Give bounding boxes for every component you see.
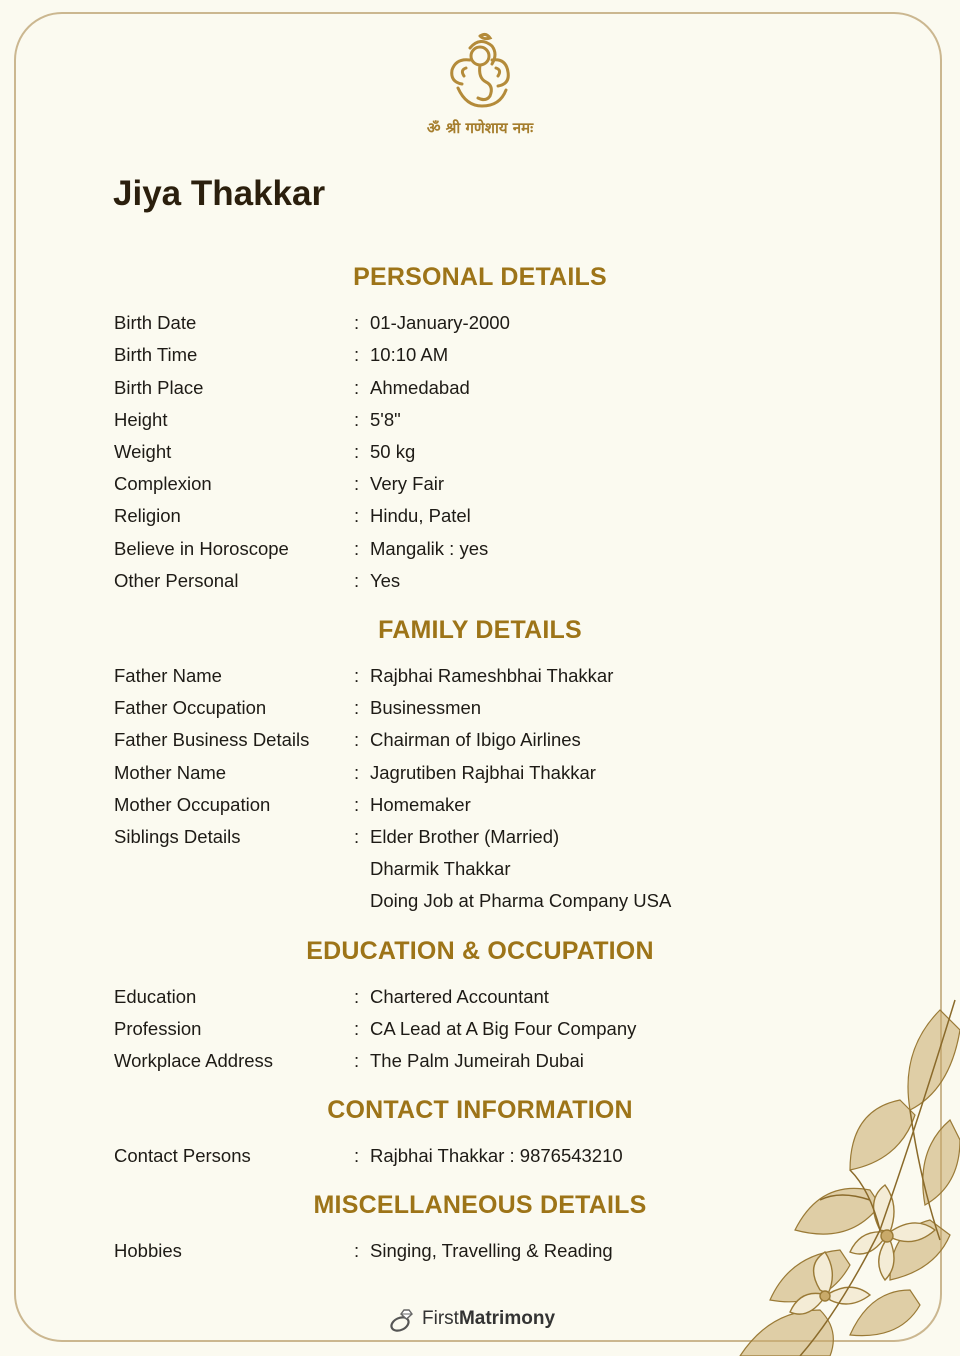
detail-label: Religion (114, 505, 181, 526)
detail-row (0, 794, 960, 824)
detail-value: Homemaker (370, 794, 471, 815)
detail-label: Profession (114, 1018, 202, 1039)
detail-value: CA Lead at A Big Four Company (370, 1018, 637, 1039)
detail-row (0, 729, 960, 759)
detail-label: Height (114, 409, 168, 430)
detail-row (0, 538, 960, 568)
detail-value: Yes (370, 570, 401, 591)
detail-row (0, 473, 960, 503)
detail-label: Other Personal (114, 570, 239, 591)
detail-label: Believe in Horoscope (114, 538, 289, 559)
detail-label: Workplace Address (114, 1050, 274, 1071)
detail-value: Mangalik : yes (370, 538, 489, 559)
separator-colon: : (354, 826, 360, 847)
separator-colon: : (354, 473, 360, 494)
ring-icon (388, 1306, 416, 1334)
shloka-text: ॐ श्री गणेशाय नमः (426, 119, 534, 137)
brand-name-regular: First (422, 1308, 459, 1329)
detail-row (0, 409, 960, 439)
detail-row (0, 762, 960, 792)
detail-label: Father Occupation (114, 697, 267, 718)
detail-label: Birth Time (114, 344, 198, 365)
detail-value: Jagrutiben Rajbhai Thakkar (370, 762, 596, 783)
detail-value: Elder Brother (Married) (370, 826, 560, 847)
separator-colon: : (354, 794, 360, 815)
detail-row (0, 665, 960, 695)
separator-colon: : (354, 729, 360, 750)
separator-colon: : (354, 665, 360, 686)
brand-name (422, 1308, 555, 1330)
separator-colon: : (354, 377, 360, 398)
separator-colon: : (354, 986, 360, 1007)
detail-value: Chartered Accountant (370, 986, 549, 1007)
separator-colon: : (354, 1240, 360, 1261)
detail-label: Hobbies (114, 1240, 182, 1261)
detail-label: Mother Name (114, 762, 227, 783)
detail-row (0, 570, 960, 600)
separator-colon: : (354, 344, 360, 365)
detail-label: Siblings Details (114, 826, 241, 847)
separator-colon: : (354, 570, 360, 591)
separator-colon: : (354, 697, 360, 718)
detail-value: The Palm Jumeirah Dubai (370, 1050, 584, 1071)
section-title-contact: CONTACT INFORMATION (327, 1096, 633, 1124)
separator-colon: : (354, 538, 360, 559)
section-title-family: FAMILY DETAILS (378, 616, 582, 644)
detail-value: 50 kg (370, 441, 416, 462)
brand-name-bold: Matrimony (458, 1308, 556, 1329)
detail-value: Ahmedabad (370, 377, 470, 398)
separator-colon: : (354, 1050, 360, 1071)
siblings-detail-line: Doing Job at Pharma Company USA (370, 890, 672, 911)
detail-value: Singing, Travelling & Reading (370, 1240, 613, 1261)
detail-label: Mother Occupation (114, 794, 271, 815)
detail-label: Weight (114, 441, 172, 462)
detail-label: Complexion (114, 473, 212, 494)
detail-label: Education (114, 986, 197, 1007)
floral-decoration (700, 990, 960, 1356)
ganesha-icon (440, 30, 520, 112)
separator-colon: : (354, 409, 360, 430)
separator-colon: : (354, 1145, 360, 1166)
detail-label: Contact Persons (114, 1145, 251, 1166)
detail-label: Father Business Details (114, 729, 310, 750)
detail-label: Birth Place (114, 377, 204, 398)
detail-value: Businessmen (370, 697, 482, 718)
separator-colon: : (354, 441, 360, 462)
separator-colon: : (354, 1018, 360, 1039)
detail-value: Rajbhai Thakkar : 9876543210 (370, 1145, 623, 1166)
detail-value: Chairman of Ibigo Airlines (370, 729, 581, 750)
section-title-education: EDUCATION & OCCUPATION (306, 937, 654, 965)
detail-row (0, 441, 960, 471)
detail-value: 10:10 AM (370, 344, 449, 365)
siblings-detail-line: Dharmik Thakkar (370, 858, 511, 879)
separator-colon: : (354, 505, 360, 526)
separator-colon: : (354, 762, 360, 783)
detail-value: 01-January-2000 (370, 312, 510, 333)
candidate-name: Jiya Thakkar (113, 174, 326, 213)
detail-label: Father Name (114, 665, 222, 686)
detail-row (0, 377, 960, 407)
detail-value: Rajbhai Rameshbhai Thakkar (370, 665, 614, 686)
section-title-misc: MISCELLANEOUS DETAILS (313, 1191, 647, 1219)
detail-value: Very Fair (370, 473, 445, 494)
detail-value: 5'8" (370, 409, 401, 430)
detail-row (0, 505, 960, 535)
detail-row (0, 344, 960, 374)
detail-row (0, 826, 960, 856)
detail-label: Birth Date (114, 312, 197, 333)
separator-colon: : (354, 312, 360, 333)
detail-row (0, 697, 960, 727)
detail-row (0, 312, 960, 342)
detail-value: Hindu, Patel (370, 505, 471, 526)
section-title-personal: PERSONAL DETAILS (353, 263, 607, 291)
firstmatrimony-logo (388, 1304, 578, 1336)
